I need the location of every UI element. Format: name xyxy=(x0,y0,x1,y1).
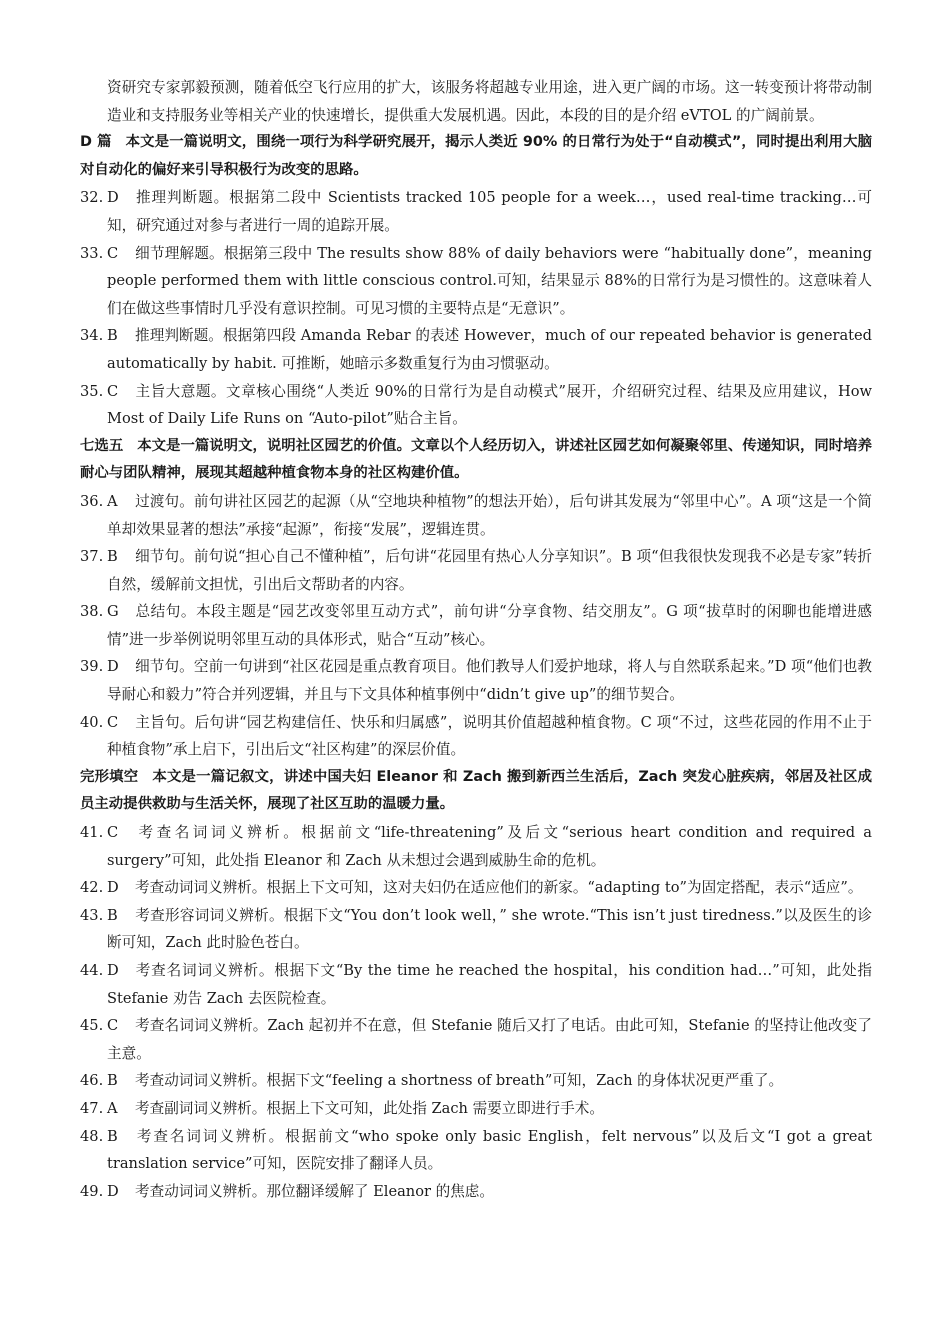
item-explanation: 过渡句。前句讲社区园艺的起源（从“空地块种植物”的想法开始），后句讲其发展为“邻里中心”。A 项“这是一个简单却效果显著的想法”承接“起源”，衔接“发展”，逻辑连贯。 xyxy=(107,492,872,538)
item-number: 38. xyxy=(80,603,104,621)
intro-paragraph: 资研究专家郭毅预测，随着低空飞行应用的扩大，该服务将超越专业用途，进入更广阔的市场。这一转变预计将带动制造业和支持服务业等相关产业的快速增长，提供重大发展机遇。因此，本段的目的是介绍 eVTOL 的广阔前景。 xyxy=(107,79,872,124)
section-d-header xyxy=(80,129,872,184)
section-cloze-label: 完形填空 xyxy=(80,768,139,785)
answer-item-47 xyxy=(80,1095,872,1123)
answer-item-49 xyxy=(80,1178,872,1206)
item-answer: C xyxy=(107,713,119,731)
item-number: 36. xyxy=(80,492,104,510)
item-answer: B xyxy=(107,327,118,345)
item-number: 42. xyxy=(80,879,104,897)
item-number: 40. xyxy=(80,713,104,731)
item-answer: D xyxy=(107,1182,119,1200)
answer-item-38 xyxy=(80,598,872,653)
answer-item-32 xyxy=(80,184,872,239)
item-explanation: 主旨句。后句讲“园艺构建信任、快乐和归属感”，说明其价值超越种植食物。C 项“不过，这些花园的作用不止于种植食物”承上启下，引出后文“社区构建”的深层价值。 xyxy=(107,713,872,759)
answer-item-40 xyxy=(80,709,872,764)
item-answer: B xyxy=(107,548,118,566)
item-answer: B xyxy=(107,1127,118,1145)
answer-item-41 xyxy=(80,819,872,874)
item-explanation: 推理判断题。根据第二段中 Scientists tracked 105 people for a week…，used real-time tracking…可知，研究通过对参与者进行一周的追踪开展。 xyxy=(107,189,872,234)
item-number: 44. xyxy=(80,962,104,979)
item-explanation: 细节句。前句说“担心自己不懂种植”，后句讲“花园里有热心人分享知识”。B 项“但我很快发现我不必是专家”转折自然，缓解前文担忧，引出后文帮助者的内容。 xyxy=(107,548,872,593)
item-explanation: 考查动词词义辨析。那位翻译缓解了 Eleanor 的焦虑。 xyxy=(135,1182,494,1200)
item-answer: D xyxy=(107,189,119,207)
item-explanation: 考查动词词义辨析。根据上下文可知，这对夫妇仍在适应他们的新家。“adapting to”为固定搭配，表示“适应”。 xyxy=(135,879,863,897)
section-cloze-summary: 本文是一篇记叙文，讲述中国夫妇 Eleanor 和 Zach 搬到新西兰生活后，Zach 突发心脏疾病，邻居及社区成员主动提供救助与生活关怀，展现了社区互助的温暖力量。 xyxy=(80,768,872,813)
item-explanation: 考查名词词义辨析。根据下文“By the time he reached the hospital，his condition had…”可知，此处指 Stefanie 劝告 Zach 去医院检查。 xyxy=(107,962,872,1007)
item-answer: C xyxy=(107,824,119,842)
item-answer: D xyxy=(107,658,119,676)
item-explanation: 细节理解题。根据第三段中 The results show 88% of daily behaviors were “habitually done”，meaning people performed them with little conscious control.可知，结果显示 88%的日常行为是习惯性的。这意味着人们在做这些事情时几乎没有意识控制。可见习惯的主要特点是“无意识”。 xyxy=(107,244,872,317)
item-answer: B xyxy=(107,1072,118,1090)
item-explanation: 考查名词词义辨析。Zach 起初并不在意，但 Stefanie 随后又打了电话。由此可知，Stefanie 的坚持让他改变了主意。 xyxy=(107,1017,872,1062)
answer-item-34 xyxy=(80,322,872,377)
item-explanation: 考查形容词词义辨析。根据下文“You don’t look well，” she wrote.“This isn’t just tiredness.”以及医生的诊断可知，Zach 此时脸色苍白。 xyxy=(107,906,872,952)
item-answer: A xyxy=(107,492,118,510)
answer-item-44 xyxy=(80,957,872,1012)
item-number: 49. xyxy=(80,1182,104,1200)
item-explanation: 考查副词词义辨析。根据上下文可知，此处指 Zach 需要立即进行手术。 xyxy=(135,1099,604,1117)
item-number: 37. xyxy=(80,548,104,566)
item-explanation: 考查名词词义辨析。根据前文“life-threatening”及后文“serious heart condition and required a surgery”可知，此处指 Eleanor 和 Zach 从未想过会遇到威胁生命的危机。 xyxy=(107,824,872,869)
item-explanation: 主旨大意题。文章核心围绕“人类近 90%的日常行为是自动模式”展开，介绍研究过程、结果及应用建议，How Most of Daily Life Runs on “Auto-pilot”贴合主旨。 xyxy=(107,382,872,428)
item-number: 48. xyxy=(80,1127,104,1145)
item-number: 35. xyxy=(80,382,104,400)
section-d-label: D 篇 xyxy=(80,134,112,151)
answer-item-33 xyxy=(80,240,872,323)
item-answer: G xyxy=(107,603,119,621)
item-number: 45. xyxy=(80,1017,104,1035)
answer-key-page xyxy=(80,74,872,1205)
item-number: 34. xyxy=(80,327,104,345)
answer-item-39 xyxy=(80,653,872,708)
answer-item-42 xyxy=(80,874,872,902)
item-explanation: 考查动词词义辨析。根据下文“feeling a shortness of breath”可知，Zach 的身体状况更严重了。 xyxy=(135,1072,784,1090)
item-answer: B xyxy=(107,906,118,924)
item-number: 47. xyxy=(80,1099,104,1117)
item-answer: C xyxy=(107,382,119,400)
answer-item-46 xyxy=(80,1067,872,1095)
item-explanation: 推理判断题。根据第四段 Amanda Rebar 的表述 However，much of our repeated behavior is generated automatically by habit. 可推断，她暗示多数重复行为由习惯驱动。 xyxy=(107,327,872,372)
answer-item-43 xyxy=(80,902,872,957)
item-answer: D xyxy=(107,962,119,979)
answer-item-48 xyxy=(80,1123,872,1178)
section-seven-summary: 本文是一篇说明文，说明社区园艺的价值。文章以个人经历切入，讲述社区园艺如何凝聚邻里、传递知识，同时培养耐心与团队精神，展现其超越种植食物本身的社区构建价值。 xyxy=(80,437,872,482)
item-explanation: 考查名词词义辨析。根据前文“who spoke only basic English，felt nervous”以及后文“I got a great translation service”可知，医院安排了翻译人员。 xyxy=(107,1127,872,1173)
item-answer: A xyxy=(107,1099,118,1117)
item-answer: C xyxy=(107,244,119,262)
item-number: 43. xyxy=(80,906,104,924)
item-answer: D xyxy=(107,879,119,897)
section-seven-header xyxy=(80,433,872,488)
item-number: 39. xyxy=(80,658,104,676)
item-answer: C xyxy=(107,1017,119,1035)
item-explanation: 细节句。空前一句讲到“社区花园是重点教育项目。他们教导人们爱护地球，将人与自然联系起来。”D 项“他们也教导耐心和毅力”符合并列逻辑，并且与下文具体种植事例中“didn’t give up”的细节契合。 xyxy=(107,658,872,704)
item-number: 33. xyxy=(80,244,104,262)
item-number: 32. xyxy=(80,189,104,207)
item-explanation: 总结句。本段主题是“园艺改变邻里互动方式”，前句讲“分享食物、结交朋友”。G 项“拔草时的闲聊也能增进感情”进一步举例说明邻里互动的具体形式，贴合“互动”核心。 xyxy=(107,603,872,648)
answer-item-36 xyxy=(80,488,872,543)
section-cloze-header xyxy=(80,764,872,819)
answer-item-37 xyxy=(80,543,872,598)
item-number: 46. xyxy=(80,1072,104,1090)
answer-item-35 xyxy=(80,378,872,433)
item-number: 41. xyxy=(80,824,104,842)
section-seven-label: 七选五 xyxy=(80,437,124,454)
section-d-summary: 本文是一篇说明文，围绕一项行为科学研究展开，揭示人类近 90% 的日常行为处于“自动模式”，同时提出利用大脑对自动化的偏好来引导积极行为改变的思路。 xyxy=(80,134,872,178)
answer-item-45 xyxy=(80,1012,872,1067)
